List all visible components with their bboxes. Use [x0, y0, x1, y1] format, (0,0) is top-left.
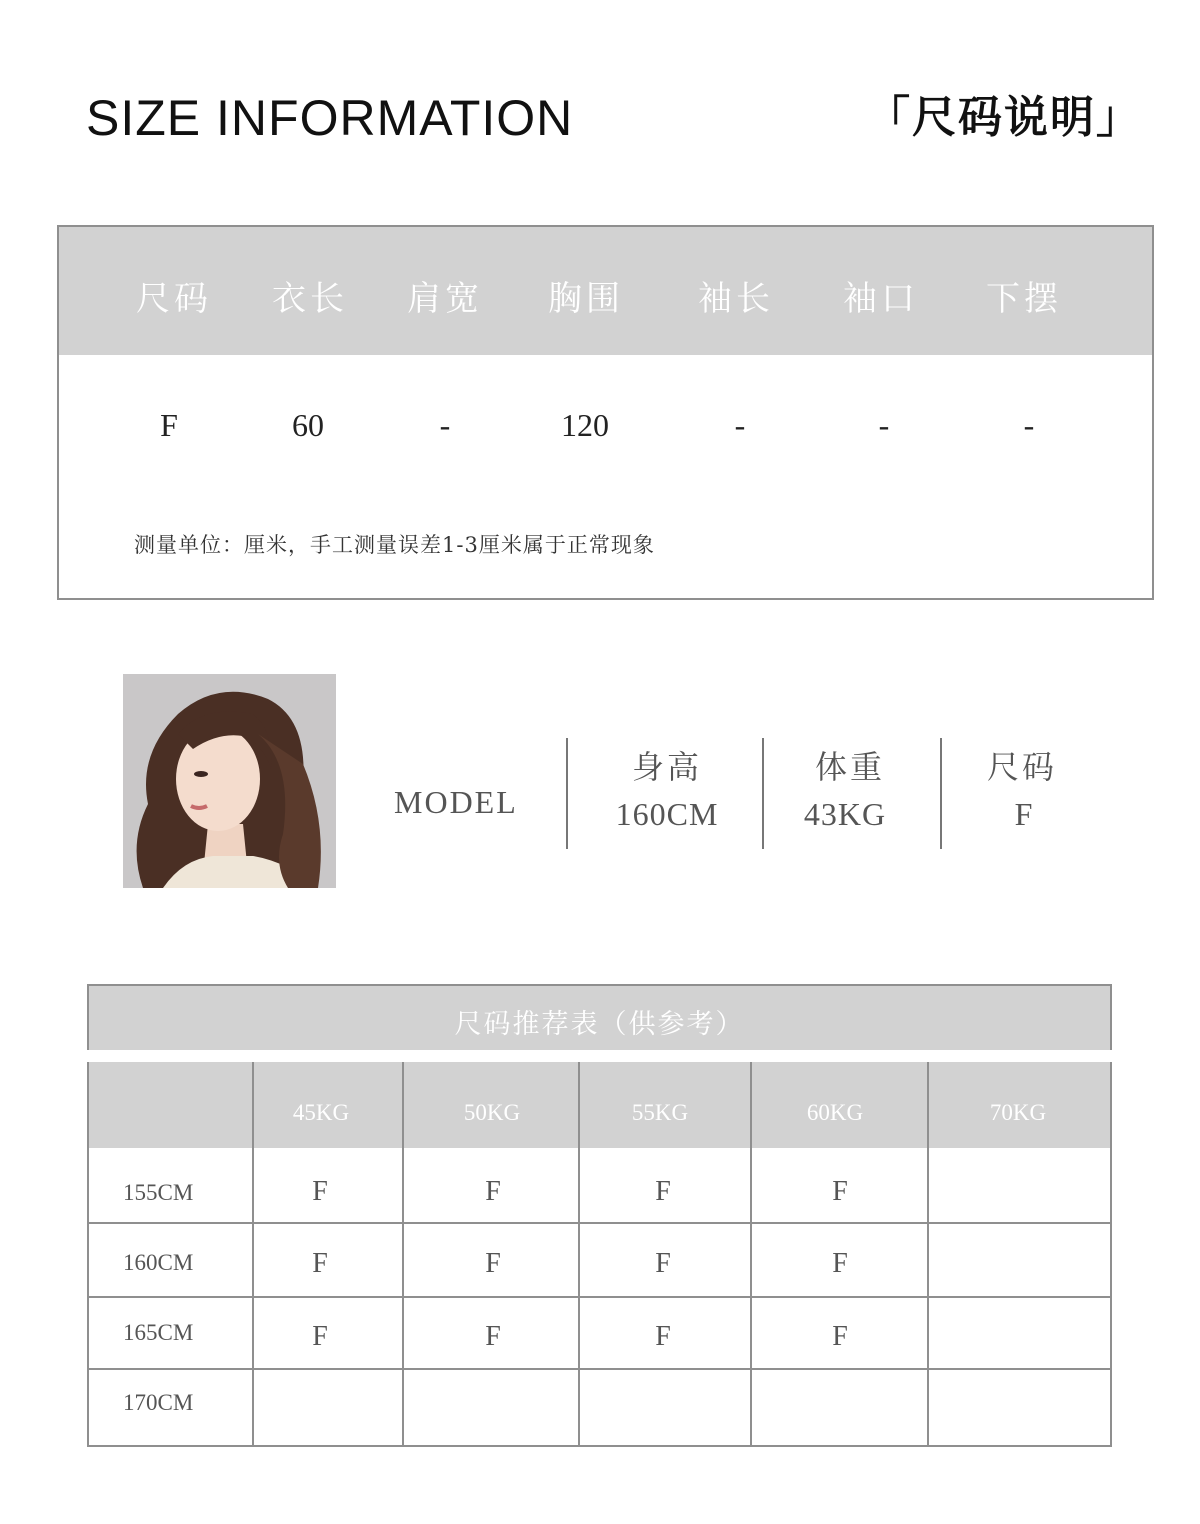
table-divider — [252, 1062, 254, 1447]
table-divider — [87, 1296, 1112, 1298]
model-size-value: F — [1014, 796, 1034, 832]
table-cell: F — [832, 1176, 848, 1207]
model-photo — [123, 674, 336, 888]
table-divider — [87, 1368, 1112, 1370]
model-height-label: 身高 — [631, 748, 703, 786]
table-divider — [750, 1062, 752, 1447]
table-divider — [927, 1062, 929, 1447]
size-value: F — [160, 407, 178, 443]
weight-col-header: 60KG — [806, 1100, 864, 1125]
size-table-header — [59, 227, 1152, 355]
length-value: 60 — [292, 407, 324, 443]
chest-value: 120 — [561, 407, 609, 443]
length-col-header: 衣长 — [272, 279, 348, 319]
table-cell: F — [655, 1248, 671, 1279]
size-table — [57, 225, 1154, 600]
model-weight-value: 43KG — [803, 796, 887, 832]
sleeve-length-value: - — [734, 407, 746, 443]
table-cell: F — [832, 1248, 848, 1279]
cuff-col-header: 袖口 — [843, 279, 919, 319]
table-divider — [402, 1062, 404, 1447]
page-title-en: SIZE INFORMATION — [86, 90, 574, 146]
shoulder-col-header: 肩宽 — [407, 279, 483, 319]
table-cell: F — [655, 1321, 671, 1352]
model-height-value: 160CM — [615, 796, 719, 832]
recommend-title-bar — [87, 984, 1112, 1050]
table-cell: F — [655, 1176, 671, 1207]
hem-col-header: 下摆 — [986, 279, 1062, 319]
table-cell: F — [312, 1176, 328, 1207]
recommend-table — [87, 1062, 1112, 1447]
hem-value: - — [1023, 407, 1035, 443]
table-cell: F — [832, 1321, 848, 1352]
table-cell: F — [485, 1321, 501, 1352]
model-label: MODEL — [394, 784, 518, 820]
weight-col-header: 50KG — [463, 1100, 521, 1125]
recommend-table-border — [87, 1062, 1112, 1447]
model-size-label: 尺码 — [986, 748, 1058, 786]
model-weight-label: 体重 — [814, 748, 886, 786]
table-divider — [87, 1222, 1112, 1224]
size-col-header: 尺码 — [136, 279, 212, 319]
measurement-note: 测量单位：厘米，手工测量误差1-3厘米属于正常现象 — [134, 533, 655, 557]
recommend-title: 尺码推荐表（供参考） — [454, 1009, 745, 1040]
weight-col-header: 45KG — [292, 1100, 350, 1125]
page-title-cn: 「尺码说明」 — [866, 92, 1142, 143]
model-divider — [566, 738, 568, 849]
model-divider — [762, 738, 764, 849]
height-row-header: 165CM — [123, 1320, 194, 1345]
height-row-header: 155CM — [123, 1180, 194, 1205]
model-portrait-icon — [123, 674, 336, 888]
chest-col-header: 胸围 — [548, 279, 624, 319]
cuff-value: - — [878, 407, 890, 443]
table-cell: F — [312, 1248, 328, 1279]
sleeve-length-col-header: 袖长 — [698, 279, 774, 319]
weight-col-header: 55KG — [631, 1100, 689, 1125]
height-row-header: 160CM — [123, 1250, 194, 1275]
model-divider — [940, 738, 942, 849]
table-cell: F — [312, 1321, 328, 1352]
height-row-header: 170CM — [123, 1390, 194, 1415]
table-divider — [578, 1062, 580, 1447]
weight-col-header: 70KG — [989, 1100, 1047, 1125]
table-cell: F — [485, 1176, 501, 1207]
shoulder-value: - — [439, 407, 451, 443]
table-cell: F — [485, 1248, 501, 1279]
